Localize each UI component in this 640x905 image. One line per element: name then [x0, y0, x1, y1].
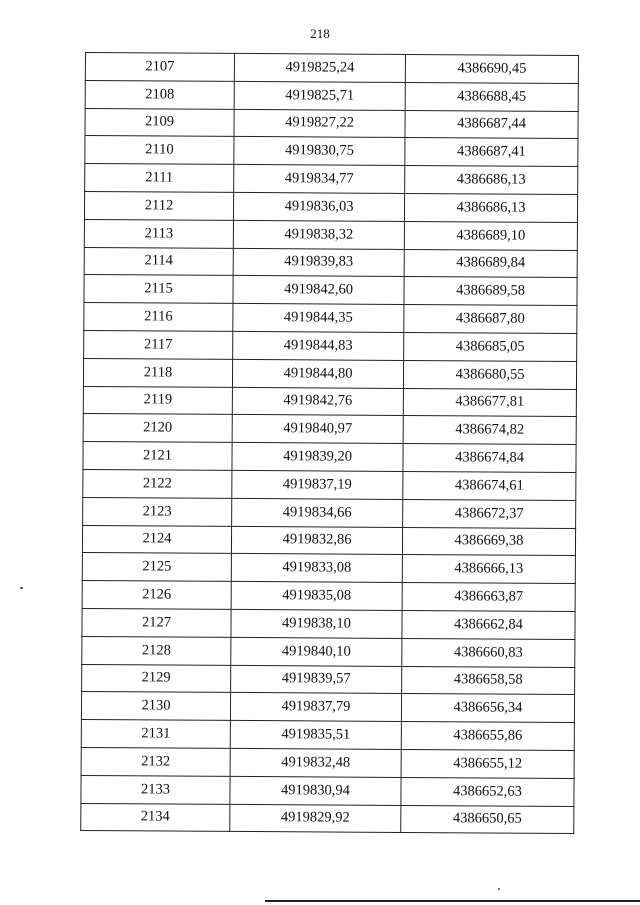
y-coordinate-cell: 4386672,37 — [403, 499, 576, 528]
x-coordinate-cell: 4919844,35 — [233, 304, 404, 333]
x-coordinate-cell: 4919840,10 — [231, 637, 402, 666]
x-coordinate-cell: 4919840,97 — [232, 415, 403, 444]
table-row — [85, 80, 578, 111]
x-coordinate-cell: 4919842,60 — [233, 276, 404, 305]
x-coordinate-cell: 4919834,66 — [232, 498, 403, 527]
x-coordinate-cell: 4919836,03 — [233, 192, 404, 221]
x-coordinate-cell: 4919834,77 — [234, 165, 405, 194]
table-row — [83, 386, 576, 417]
table-row — [82, 525, 575, 556]
table-row — [82, 553, 575, 584]
point-number-cell: 2107 — [85, 53, 234, 82]
y-coordinate-cell: 4386689,10 — [404, 221, 577, 250]
x-coordinate-cell: 4919835,51 — [230, 721, 401, 750]
y-coordinate-cell: 4386666,13 — [402, 555, 575, 584]
x-coordinate-cell: 4919844,83 — [233, 331, 404, 360]
y-coordinate-cell: 4386674,84 — [403, 444, 576, 473]
table-row — [83, 497, 576, 528]
y-coordinate-cell: 4386687,80 — [404, 305, 577, 334]
point-number-cell: 2130 — [81, 692, 230, 721]
table-row — [81, 775, 574, 806]
point-number-cell: 2116 — [84, 303, 233, 332]
scan-speck — [20, 587, 23, 589]
x-coordinate-cell: 4919830,94 — [230, 776, 401, 805]
point-number-cell: 2133 — [81, 775, 230, 804]
x-coordinate-cell: 4919825,24 — [234, 53, 405, 82]
x-coordinate-cell: 4919838,10 — [231, 609, 402, 638]
x-coordinate-cell: 4919827,22 — [234, 109, 405, 138]
x-coordinate-cell: 4919839,83 — [233, 248, 404, 277]
table-row — [83, 442, 576, 473]
x-coordinate-cell: 4919837,79 — [230, 693, 401, 722]
page-number: 218 — [310, 26, 330, 41]
table-row — [81, 803, 574, 834]
point-number-cell: 2131 — [81, 720, 230, 749]
point-number-cell: 2132 — [81, 747, 230, 776]
y-coordinate-cell: 4386689,58 — [404, 277, 577, 306]
y-coordinate-cell: 4386663,87 — [402, 583, 575, 612]
x-coordinate-cell: 4919829,92 — [230, 804, 401, 833]
coordinates-table-body — [81, 53, 579, 834]
table-row — [81, 692, 574, 723]
point-number-cell: 2115 — [84, 275, 233, 304]
table-row — [84, 247, 577, 278]
y-coordinate-cell: 4386688,45 — [405, 82, 578, 111]
point-number-cell: 2110 — [85, 136, 234, 165]
y-coordinate-cell: 4386674,61 — [403, 471, 576, 500]
y-coordinate-cell: 4386677,81 — [403, 388, 576, 417]
x-coordinate-cell: 4919825,71 — [234, 81, 405, 110]
x-coordinate-cell: 4919839,20 — [232, 443, 403, 472]
table-row — [85, 164, 578, 195]
y-coordinate-cell: 4386655,86 — [401, 722, 574, 751]
x-coordinate-cell: 4919844,80 — [232, 359, 403, 388]
table-row — [84, 303, 577, 334]
y-coordinate-cell: 4386687,41 — [405, 138, 578, 167]
x-coordinate-cell: 4919832,48 — [230, 748, 401, 777]
point-number-cell: 2112 — [84, 191, 233, 220]
table-row — [82, 608, 575, 639]
point-number-cell: 2111 — [85, 164, 234, 193]
point-number-cell: 2121 — [83, 442, 232, 471]
table-row — [85, 53, 578, 84]
point-number-cell: 2108 — [85, 80, 234, 109]
point-number-cell: 2127 — [82, 608, 231, 637]
x-coordinate-cell: 4919835,08 — [231, 582, 402, 611]
table-row — [83, 469, 576, 500]
table-row — [83, 358, 576, 389]
y-coordinate-cell: 4386680,55 — [403, 360, 576, 389]
table-row — [84, 219, 577, 250]
scan-speck — [498, 888, 500, 890]
y-coordinate-cell: 4386658,58 — [402, 666, 575, 695]
point-number-cell: 2117 — [84, 330, 233, 359]
point-number-cell: 2120 — [83, 414, 232, 443]
x-coordinate-cell: 4919830,75 — [234, 137, 405, 166]
y-coordinate-cell: 4386655,12 — [401, 749, 574, 778]
table-row — [81, 747, 574, 778]
point-number-cell: 2119 — [83, 386, 232, 415]
y-coordinate-cell: 4386690,45 — [405, 54, 578, 83]
table-row — [81, 720, 574, 751]
table-row — [82, 636, 575, 667]
y-coordinate-cell: 4386686,13 — [404, 193, 577, 222]
x-coordinate-cell: 4919833,08 — [231, 554, 402, 583]
y-coordinate-cell: 4386652,63 — [401, 777, 574, 806]
point-number-cell: 2123 — [83, 497, 232, 526]
table-row — [84, 330, 577, 361]
y-coordinate-cell: 4386686,13 — [405, 166, 578, 195]
x-coordinate-cell: 4919839,57 — [231, 665, 402, 694]
scan-edge-line — [265, 900, 640, 902]
x-coordinate-cell: 4919842,76 — [232, 387, 403, 416]
y-coordinate-cell: 4386685,05 — [404, 332, 577, 361]
y-coordinate-cell: 4386660,83 — [402, 638, 575, 667]
point-number-cell: 2118 — [83, 358, 232, 387]
table-row — [85, 136, 578, 167]
x-coordinate-cell: 4919838,32 — [233, 220, 404, 249]
point-number-cell: 2113 — [84, 219, 233, 248]
table-row — [82, 581, 575, 612]
point-number-cell: 2129 — [82, 664, 231, 693]
coordinates-table — [80, 52, 579, 834]
point-number-cell: 2128 — [82, 636, 231, 665]
point-number-cell: 2125 — [82, 553, 231, 582]
y-coordinate-cell: 4386674,82 — [403, 416, 576, 445]
y-coordinate-cell: 4386669,38 — [402, 527, 575, 556]
point-number-cell: 2126 — [82, 581, 231, 610]
point-number-cell: 2114 — [84, 247, 233, 276]
point-number-cell: 2122 — [83, 469, 232, 498]
y-coordinate-cell: 4386656,34 — [401, 694, 574, 723]
table-row — [84, 191, 577, 222]
table-row — [83, 414, 576, 445]
x-coordinate-cell: 4919832,86 — [231, 526, 402, 555]
x-coordinate-cell: 4919837,19 — [232, 470, 403, 499]
point-number-cell: 2109 — [85, 108, 234, 137]
y-coordinate-cell: 4386687,44 — [405, 110, 578, 139]
point-number-cell: 2134 — [81, 803, 230, 832]
y-coordinate-cell: 4386662,84 — [402, 610, 575, 639]
y-coordinate-cell: 4386650,65 — [401, 805, 574, 834]
table-row — [82, 664, 575, 695]
table-row — [84, 275, 577, 306]
y-coordinate-cell: 4386689,84 — [404, 249, 577, 278]
table-row — [85, 108, 578, 139]
point-number-cell: 2124 — [82, 525, 231, 554]
